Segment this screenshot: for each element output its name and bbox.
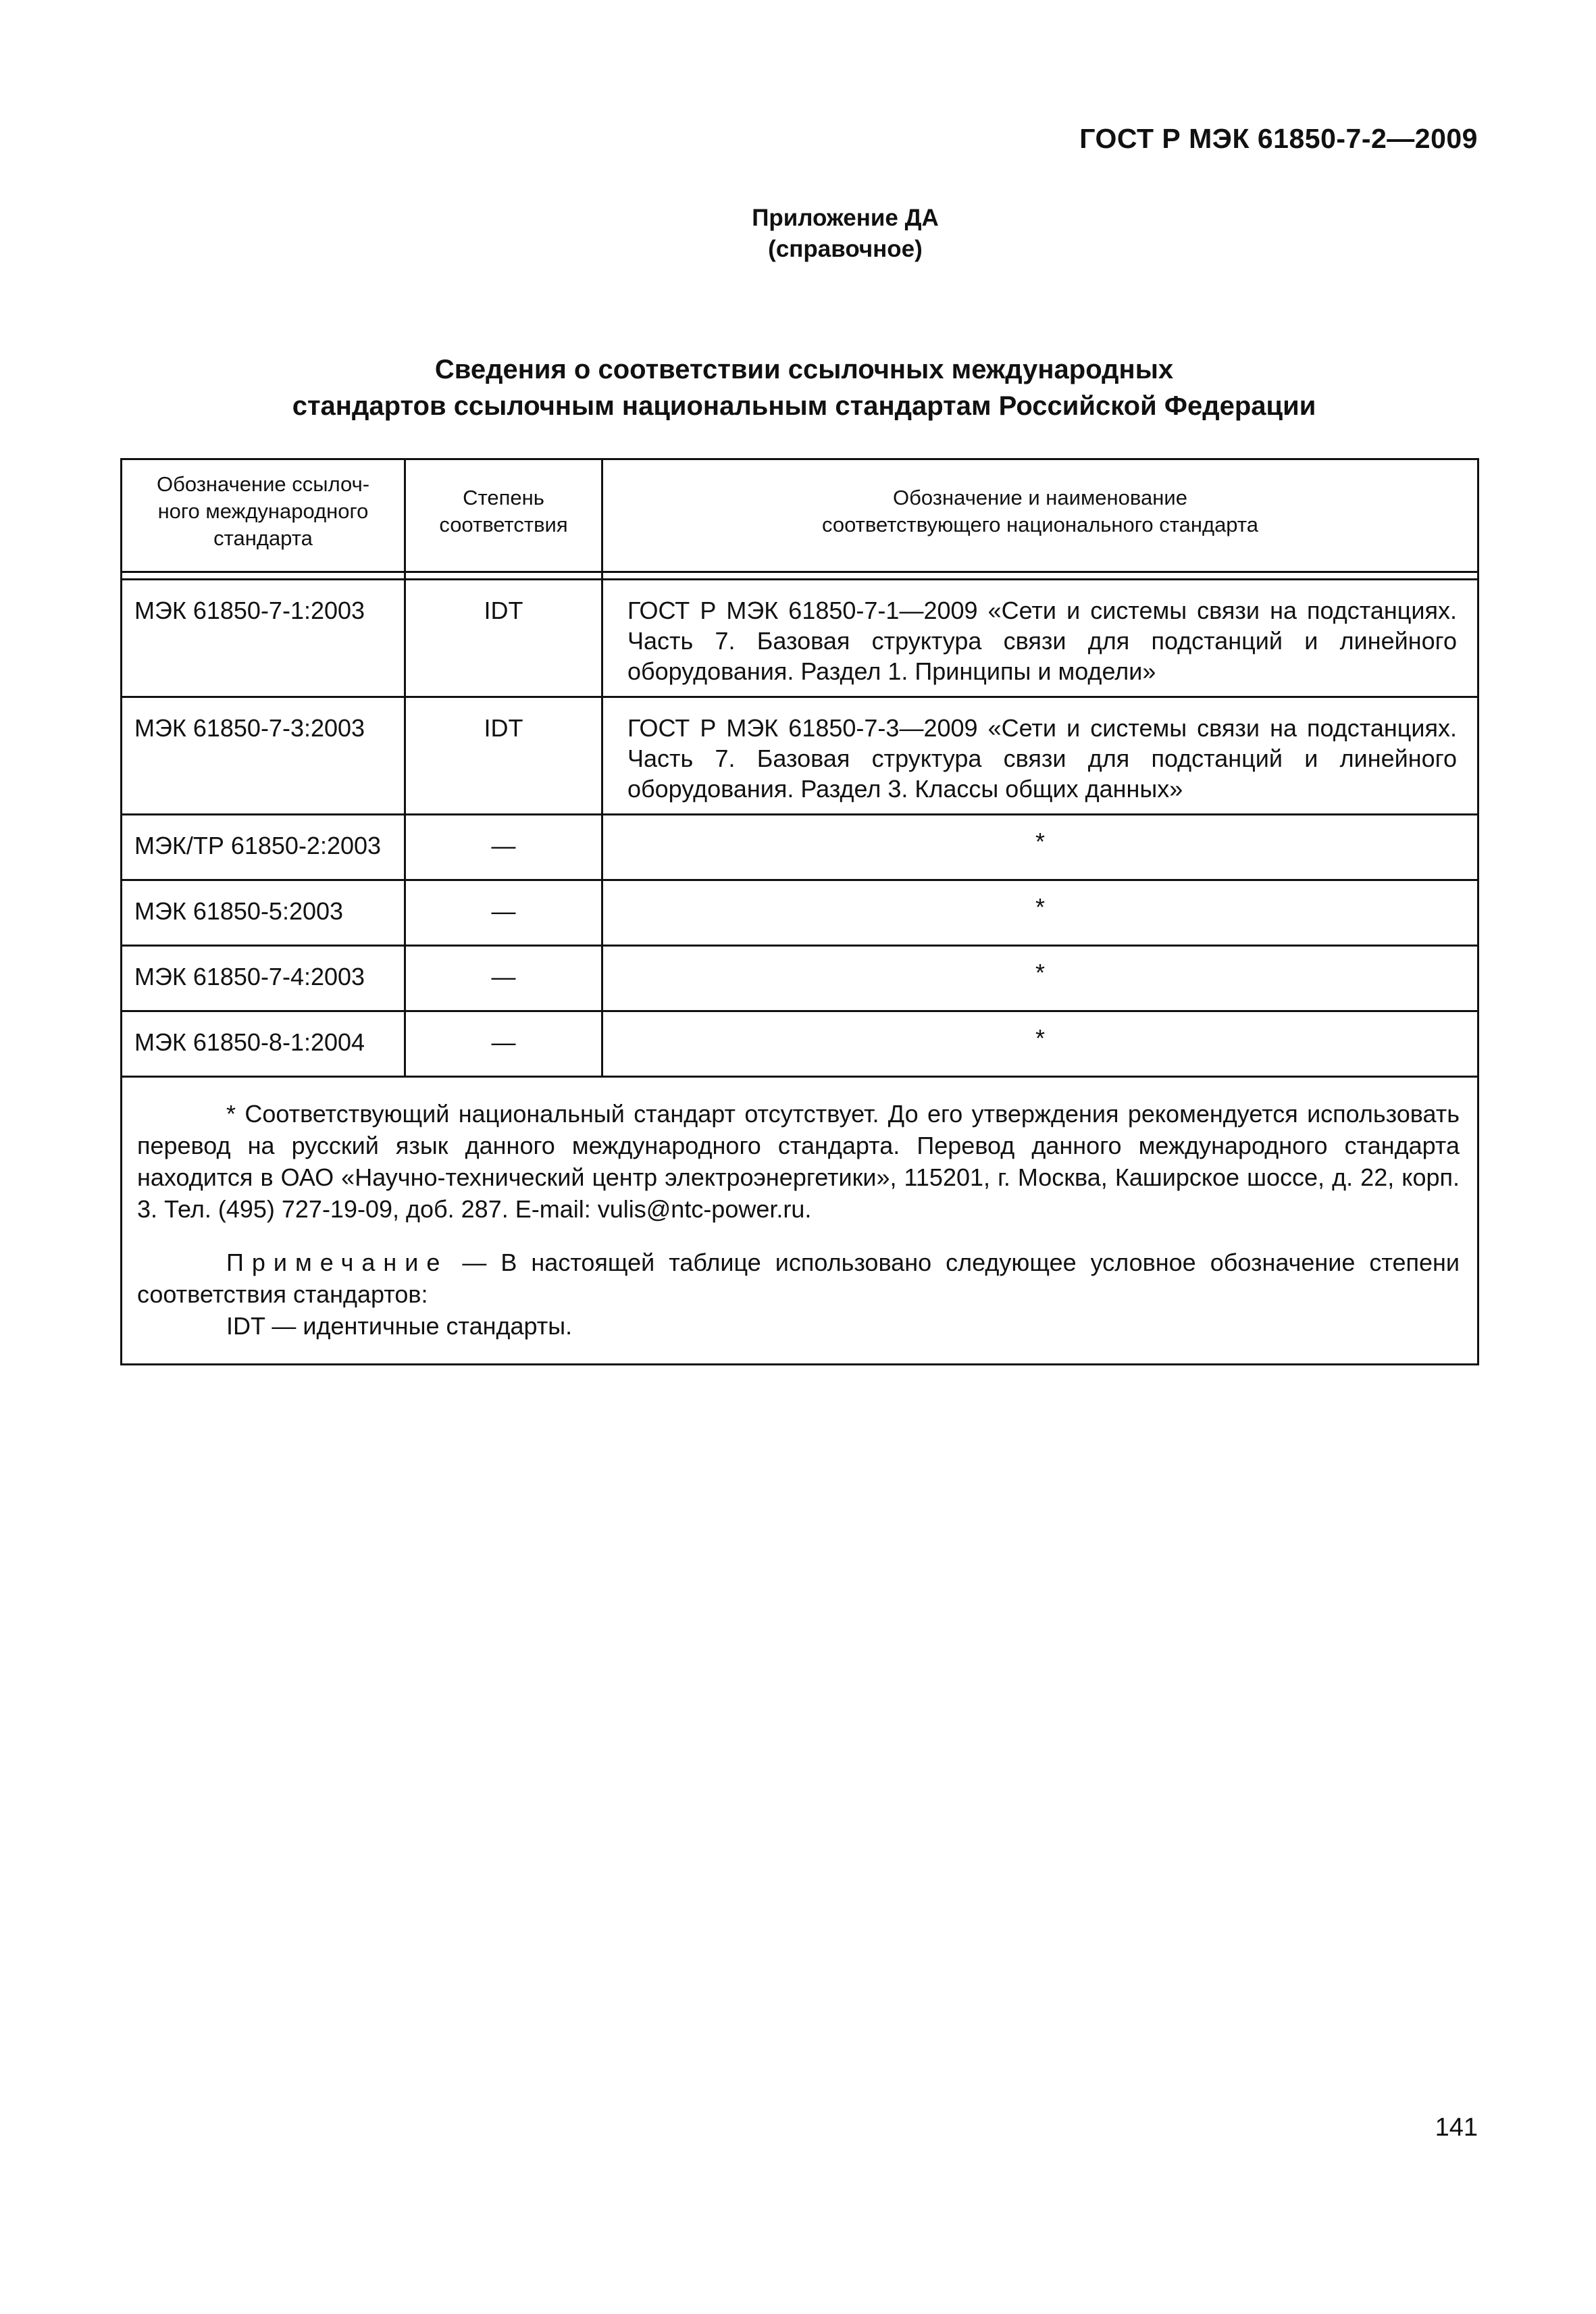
cell-international: МЭК 61850-5:2003: [122, 880, 405, 946]
appendix-title: Приложение ДА: [752, 205, 939, 231]
cell-national: ГОСТ Р МЭК 61850-7-1—2009 «Сети и системы связи на подстанциях. Часть 7. Базовая структура связи для подстанций и линейного оборудования. Раздел 1. Принципы и модели»: [602, 580, 1478, 697]
cell-degree: —: [405, 880, 602, 946]
cell-degree: IDT: [405, 697, 602, 815]
cell-national: *: [602, 946, 1478, 1011]
header-international-standard: [122, 459, 405, 572]
cell-national: *: [602, 1011, 1478, 1077]
table-row: [122, 1011, 1478, 1077]
title-line-1: Сведения о соответствии ссылочных международных: [434, 355, 1174, 384]
cell-international: МЭК 61850-7-1:2003: [122, 580, 405, 697]
page-number: 141: [1435, 2113, 1478, 2142]
cell-international: МЭК/ТР 61850-2:2003: [122, 815, 405, 880]
table-notes-row: [122, 1077, 1478, 1365]
cell-national: *: [602, 815, 1478, 880]
cell-degree: —: [405, 1011, 602, 1077]
document-code: ГОСТ Р МЭК 61850-7-2—2009: [1079, 123, 1478, 154]
header-national-standard: [602, 459, 1478, 572]
reference-standards-table: [120, 458, 1479, 1365]
header-degree: [405, 459, 602, 572]
cell-national: ГОСТ Р МЭК 61850-7-3—2009 «Сети и системы связи на подстанциях. Часть 7. Базовая структура связи для подстанций и линейного оборудования. Раздел 3. Классы общих данных»: [602, 697, 1478, 815]
cell-degree: IDT: [405, 580, 602, 697]
cell-degree: —: [405, 946, 602, 1011]
header-national-line-2: соответствующего национального стандарта: [822, 513, 1258, 536]
header-national-line-1: Обозначение и наименование: [893, 486, 1187, 509]
header-degree-line-2: соответствия: [439, 513, 568, 536]
header-international-line-1: Обозначение ссылоч-: [156, 472, 370, 496]
header-international-line-3: стандарта: [213, 526, 313, 550]
appendix-kind: (справочное): [768, 236, 923, 262]
cell-international: МЭК 61850-7-4:2003: [122, 946, 405, 1011]
note-text: — В настоящей таблице использовано следующее условное обозначение степени соответствия стандартов:: [137, 1249, 1460, 1308]
cell-national: *: [602, 880, 1478, 946]
footnote-text: * Соответствующий национальный стандарт отсутствует. До его утверждения рекомендуется использовать перевод на русский язык данного международного стандарта. Перевод данного международного стандарта находится в ОАО «Научно-технический центр электроэнергетики», 115201, г. Москва, Каширское шоссе, д. 22, корп. 3. Тел. (495) 727-19-09, доб. 287. E-mail: vulis@ntc-power.ru.: [137, 1100, 1460, 1223]
page-title: [0, 351, 1596, 424]
table-notes: [122, 1077, 1478, 1365]
table-row: [122, 697, 1478, 815]
note-paragraph: [137, 1247, 1460, 1310]
table-row: [122, 946, 1478, 1011]
cell-international: МЭК 61850-7-3:2003: [122, 697, 405, 815]
cell-degree: —: [405, 815, 602, 880]
table-row: [122, 815, 1478, 880]
header-international-line-2: ного международного: [157, 499, 369, 523]
header-degree-line-1: Степень: [463, 486, 544, 509]
note-label: Примечание: [226, 1249, 448, 1276]
header-separator: [122, 572, 1478, 580]
table-header-row: [122, 459, 1478, 572]
table-row: [122, 580, 1478, 697]
cell-international: МЭК 61850-8-1:2004: [122, 1011, 405, 1077]
note-idt: IDT — идентичные стандарты.: [226, 1312, 573, 1340]
title-line-2: стандартов ссылочным национальным стандартам Российской Федерации: [292, 391, 1316, 421]
appendix-heading: [0, 203, 1596, 265]
table-row: [122, 880, 1478, 946]
